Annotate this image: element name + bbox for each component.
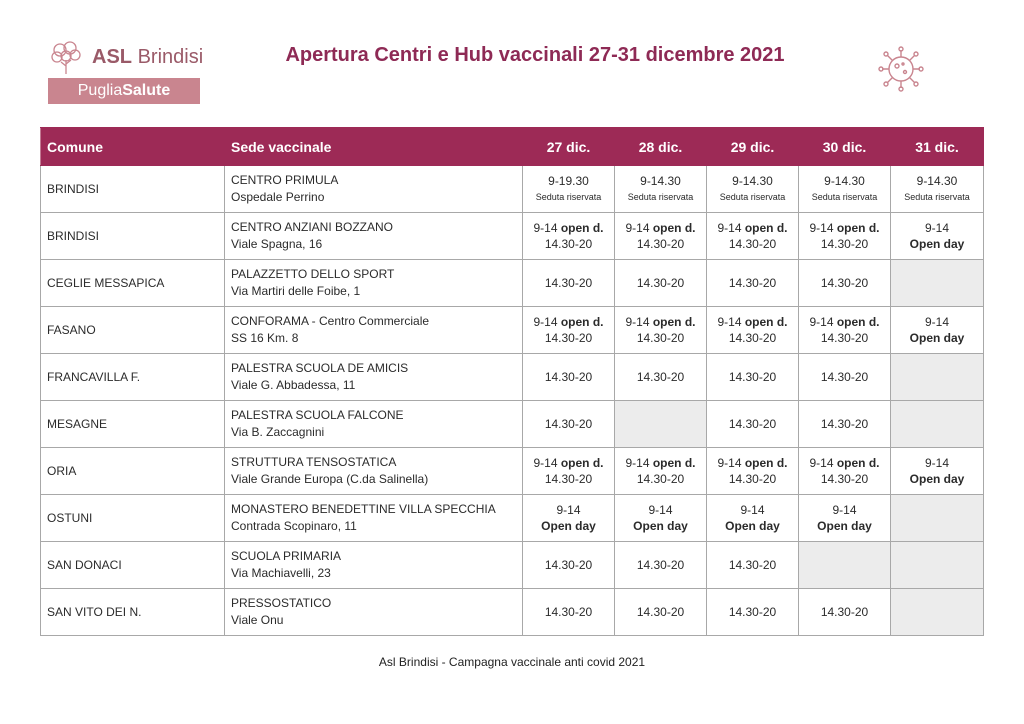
slot-hours: 9-14 xyxy=(625,315,650,329)
comune-cell: MESAGNE xyxy=(41,401,225,448)
sede-address: Viale Spagna, 16 xyxy=(231,237,323,251)
comune-cell: SAN DONACI xyxy=(41,542,225,589)
sede-address: Contrada Scopinaro, 11 xyxy=(231,519,357,533)
slot-note: Seduta riservata xyxy=(811,192,878,202)
slot-hours: 14.30-20 xyxy=(636,370,685,384)
sede-name: CONFORAMA - Centro Commerciale xyxy=(231,314,430,328)
virus-icon xyxy=(876,44,926,94)
time-slot-cell xyxy=(707,448,799,495)
time-slot-cell xyxy=(523,213,615,260)
slot-hours: 14.30-20 xyxy=(728,417,777,431)
slot-hours: 9-14 xyxy=(717,221,742,235)
slot-hours: 9-14 xyxy=(533,456,558,470)
asl-brindisi-logo xyxy=(48,40,208,106)
slot-morning xyxy=(707,455,798,471)
table-row xyxy=(41,166,984,213)
time-slot-cell xyxy=(799,542,891,589)
comune-cell: OSTUNI xyxy=(41,495,225,542)
sede-address: Via B. Zaccagnini xyxy=(231,425,325,439)
time-slot-cell xyxy=(615,307,707,354)
slot-hours: 9-19.30 xyxy=(548,174,589,188)
slot-hours: 14.30-20 xyxy=(820,605,869,619)
comune-cell: BRINDISI xyxy=(41,166,225,213)
logo-name-prefix: ASL xyxy=(92,46,132,68)
slot-morning xyxy=(615,455,706,471)
slot-hours: 14.30-20 xyxy=(820,417,869,431)
table-row xyxy=(41,542,984,589)
table-row xyxy=(41,213,984,260)
slot-morning xyxy=(615,314,706,330)
slot-hours: 9-14 xyxy=(924,315,950,329)
comune-cell: ORIA xyxy=(41,448,225,495)
time-slot-cell xyxy=(523,354,615,401)
header-day-29: 29 dic. xyxy=(707,128,799,166)
slot-afternoon: 14.30-20 xyxy=(820,472,869,486)
slot-morning xyxy=(523,455,614,471)
slot-hours: 9-14 xyxy=(625,221,650,235)
time-slot-cell xyxy=(799,354,891,401)
logo-bar-part1: Puglia xyxy=(77,82,123,99)
slot-hours: 9-14 xyxy=(832,503,857,517)
header-day-30: 30 dic. xyxy=(799,128,891,166)
slot-hours: 9-14 xyxy=(717,315,742,329)
sede-cell xyxy=(225,495,523,542)
comune-cell: SAN VITO DEI N. xyxy=(41,589,225,636)
open-day-label: Open day xyxy=(541,519,596,533)
time-slot-cell xyxy=(615,354,707,401)
header-day-28: 28 dic. xyxy=(615,128,707,166)
slot-note: Seduta riservata xyxy=(904,192,970,202)
slot-hours: 14.30-20 xyxy=(544,605,593,619)
table-row xyxy=(41,307,984,354)
time-slot-cell xyxy=(799,307,891,354)
header-day-31: 31 dic. xyxy=(891,128,984,166)
time-slot-cell xyxy=(799,589,891,636)
time-slot-cell xyxy=(707,307,799,354)
time-slot-cell xyxy=(523,307,615,354)
sede-name: PALESTRA SCUOLA FALCONE xyxy=(231,408,404,422)
time-slot-cell xyxy=(707,166,799,213)
header-comune: Comune xyxy=(41,128,225,166)
table-row xyxy=(41,589,984,636)
slot-hours: 14.30-20 xyxy=(636,558,685,572)
sede-address: Ospedale Perrino xyxy=(231,190,325,204)
slot-hours: 9-14.30 xyxy=(916,174,958,188)
time-slot-cell xyxy=(707,401,799,448)
slot-hours: 14.30-20 xyxy=(636,605,685,619)
open-day-label: open d. xyxy=(560,456,604,470)
time-slot-cell xyxy=(707,260,799,307)
slot-hours: 9-14 xyxy=(556,503,581,517)
sede-name: MONASTERO BENEDETTINE VILLA SPECCHIA xyxy=(231,502,496,516)
slot-morning xyxy=(799,314,890,330)
open-day-label: open d. xyxy=(836,221,880,235)
table-row xyxy=(41,354,984,401)
sede-cell xyxy=(225,542,523,589)
sede-name: STRUTTURA TENSOSTATICA xyxy=(231,455,397,469)
time-slot-cell xyxy=(799,166,891,213)
slot-hours: 9-14 xyxy=(924,221,950,235)
sede-name: PALAZZETTO DELLO SPORT xyxy=(231,267,395,281)
open-day-label: open d. xyxy=(560,221,604,235)
time-slot-cell xyxy=(523,495,615,542)
time-slot-cell xyxy=(707,542,799,589)
slot-hours: 9-14 xyxy=(648,503,673,517)
slot-afternoon: 14.30-20 xyxy=(728,237,777,251)
comune-cell: FRANCAVILLA F. xyxy=(41,354,225,401)
slot-hours: 9-14 xyxy=(809,315,834,329)
open-day-label: Open day xyxy=(633,519,688,533)
open-day-label: open d. xyxy=(744,221,788,235)
sede-cell xyxy=(225,448,523,495)
open-day-label: Open day xyxy=(817,519,872,533)
header-sede: Sede vaccinale xyxy=(225,128,523,166)
time-slot-cell xyxy=(891,589,984,636)
tree-icon xyxy=(48,40,84,76)
slot-afternoon: 14.30-20 xyxy=(728,331,777,345)
slot-hours: 9-14 xyxy=(809,456,834,470)
slot-hours: 9-14 xyxy=(533,221,558,235)
open-day-label: open d. xyxy=(836,456,880,470)
slot-hours: 14.30-20 xyxy=(728,558,777,572)
time-slot-cell xyxy=(799,448,891,495)
slot-hours: 14.30-20 xyxy=(544,370,593,384)
time-slot-cell xyxy=(891,401,984,448)
sede-address: Via Machiavelli, 23 xyxy=(231,566,331,580)
slot-hours: 9-14.30 xyxy=(732,174,773,188)
slot-afternoon: 14.30-20 xyxy=(636,237,685,251)
time-slot-cell xyxy=(799,401,891,448)
sede-name: CENTRO ANZIANI BOZZANO xyxy=(231,220,394,234)
time-slot-cell xyxy=(891,166,984,213)
slot-note: Seduta riservata xyxy=(535,192,602,202)
sede-cell xyxy=(225,401,523,448)
slot-hours: 9-14 xyxy=(625,456,650,470)
open-day-label: Open day xyxy=(909,331,965,345)
slot-hours: 14.30-20 xyxy=(636,276,685,290)
slot-hours: 14.30-20 xyxy=(544,417,593,431)
sede-name: PALESTRA SCUOLA DE AMICIS xyxy=(231,361,409,375)
time-slot-cell xyxy=(523,166,615,213)
table-row xyxy=(41,401,984,448)
sede-cell xyxy=(225,260,523,307)
slot-morning xyxy=(799,455,890,471)
slot-hours: 14.30-20 xyxy=(728,370,777,384)
slot-morning xyxy=(799,220,890,236)
comune-cell: CEGLIE MESSAPICA xyxy=(41,260,225,307)
slot-afternoon: 14.30-20 xyxy=(728,472,777,486)
sede-address: Via Martiri delle Foibe, 1 xyxy=(231,284,361,298)
time-slot-cell xyxy=(891,354,984,401)
slot-hours: 14.30-20 xyxy=(544,558,593,572)
time-slot-cell xyxy=(707,589,799,636)
time-slot-cell xyxy=(707,213,799,260)
slot-note: Seduta riservata xyxy=(719,192,786,202)
open-day-label: open d. xyxy=(652,315,696,329)
time-slot-cell xyxy=(615,213,707,260)
slot-hours: 9-14 xyxy=(740,503,765,517)
logo-bar-part2: Salute xyxy=(122,82,171,99)
slot-morning xyxy=(707,314,798,330)
time-slot-cell xyxy=(891,260,984,307)
slot-morning xyxy=(523,314,614,330)
slot-hours: 9-14 xyxy=(809,221,834,235)
open-day-label: open d. xyxy=(744,315,788,329)
slot-note: Seduta riservata xyxy=(627,192,694,202)
time-slot-cell xyxy=(799,495,891,542)
time-slot-cell xyxy=(891,542,984,589)
time-slot-cell xyxy=(523,542,615,589)
sede-cell xyxy=(225,354,523,401)
logo-name-suffix: Brindisi xyxy=(137,46,204,68)
time-slot-cell xyxy=(523,448,615,495)
time-slot-cell xyxy=(523,401,615,448)
slot-afternoon: 14.30-20 xyxy=(544,331,593,345)
table-row xyxy=(41,260,984,307)
sede-name: PRESSOSTATICO xyxy=(231,596,332,610)
slot-hours: 14.30-20 xyxy=(820,370,869,384)
time-slot-cell xyxy=(523,260,615,307)
sede-address: Viale Onu xyxy=(231,613,284,627)
comune-cell: FASANO xyxy=(41,307,225,354)
time-slot-cell xyxy=(799,260,891,307)
time-slot-cell xyxy=(615,260,707,307)
open-day-label: open d. xyxy=(744,456,788,470)
time-slot-cell xyxy=(707,354,799,401)
open-day-label: Open day xyxy=(725,519,780,533)
slot-afternoon: 14.30-20 xyxy=(544,472,593,486)
slot-hours: 14.30-20 xyxy=(728,605,777,619)
time-slot-cell xyxy=(615,166,707,213)
time-slot-cell xyxy=(523,589,615,636)
slot-morning xyxy=(523,220,614,236)
slot-morning xyxy=(707,220,798,236)
slot-afternoon: 14.30-20 xyxy=(820,237,869,251)
open-day-label: Open day xyxy=(909,237,965,251)
time-slot-cell xyxy=(891,495,984,542)
slot-hours: 9-14 xyxy=(924,456,950,470)
header-row xyxy=(41,128,984,166)
table-row xyxy=(41,448,984,495)
time-slot-cell xyxy=(615,448,707,495)
slot-hours: 14.30-20 xyxy=(820,276,869,290)
time-slot-cell xyxy=(707,495,799,542)
slot-afternoon: 14.30-20 xyxy=(636,331,685,345)
time-slot-cell xyxy=(615,401,707,448)
open-day-label: open d. xyxy=(652,221,696,235)
time-slot-cell xyxy=(891,448,984,495)
open-day-label: Open day xyxy=(909,472,965,486)
slot-hours: 14.30-20 xyxy=(728,276,777,290)
sede-address: SS 16 Km. 8 xyxy=(231,331,299,345)
sede-cell xyxy=(225,589,523,636)
open-day-label: open d. xyxy=(836,315,880,329)
sede-cell xyxy=(225,166,523,213)
logo-bar xyxy=(48,78,200,104)
sede-name: CENTRO PRIMULA xyxy=(231,173,339,187)
slot-afternoon: 14.30-20 xyxy=(820,331,869,345)
slot-hours: 9-14 xyxy=(533,315,558,329)
slot-hours: 14.30-20 xyxy=(544,276,593,290)
slot-morning xyxy=(615,220,706,236)
slot-hours: 9-14.30 xyxy=(640,174,681,188)
page-title: Apertura Centri e Hub vaccinali 27-31 dicembre 2021 xyxy=(285,44,785,66)
sede-cell xyxy=(225,307,523,354)
slot-hours: 9-14.30 xyxy=(824,174,865,188)
header-day-27: 27 dic. xyxy=(523,128,615,166)
open-day-label: open d. xyxy=(652,456,696,470)
footer-text: Asl Brindisi - Campagna vaccinale anti covid 2021 xyxy=(378,655,646,669)
slot-hours: 9-14 xyxy=(717,456,742,470)
sede-name: SCUOLA PRIMARIA xyxy=(231,549,342,563)
schedule-table xyxy=(40,127,984,636)
open-day-label: open d. xyxy=(560,315,604,329)
time-slot-cell xyxy=(891,213,984,260)
comune-cell: BRINDISI xyxy=(41,213,225,260)
logo-name xyxy=(92,46,203,69)
slot-afternoon: 14.30-20 xyxy=(636,472,685,486)
sede-address: Viale Grande Europa (C.da Salinella) xyxy=(231,472,429,486)
slot-afternoon: 14.30-20 xyxy=(544,237,593,251)
sede-address: Viale G. Abbadessa, 11 xyxy=(231,378,356,392)
time-slot-cell xyxy=(615,495,707,542)
table-row xyxy=(41,495,984,542)
time-slot-cell xyxy=(799,213,891,260)
sede-cell xyxy=(225,213,523,260)
time-slot-cell xyxy=(891,307,984,354)
time-slot-cell xyxy=(615,542,707,589)
time-slot-cell xyxy=(615,589,707,636)
